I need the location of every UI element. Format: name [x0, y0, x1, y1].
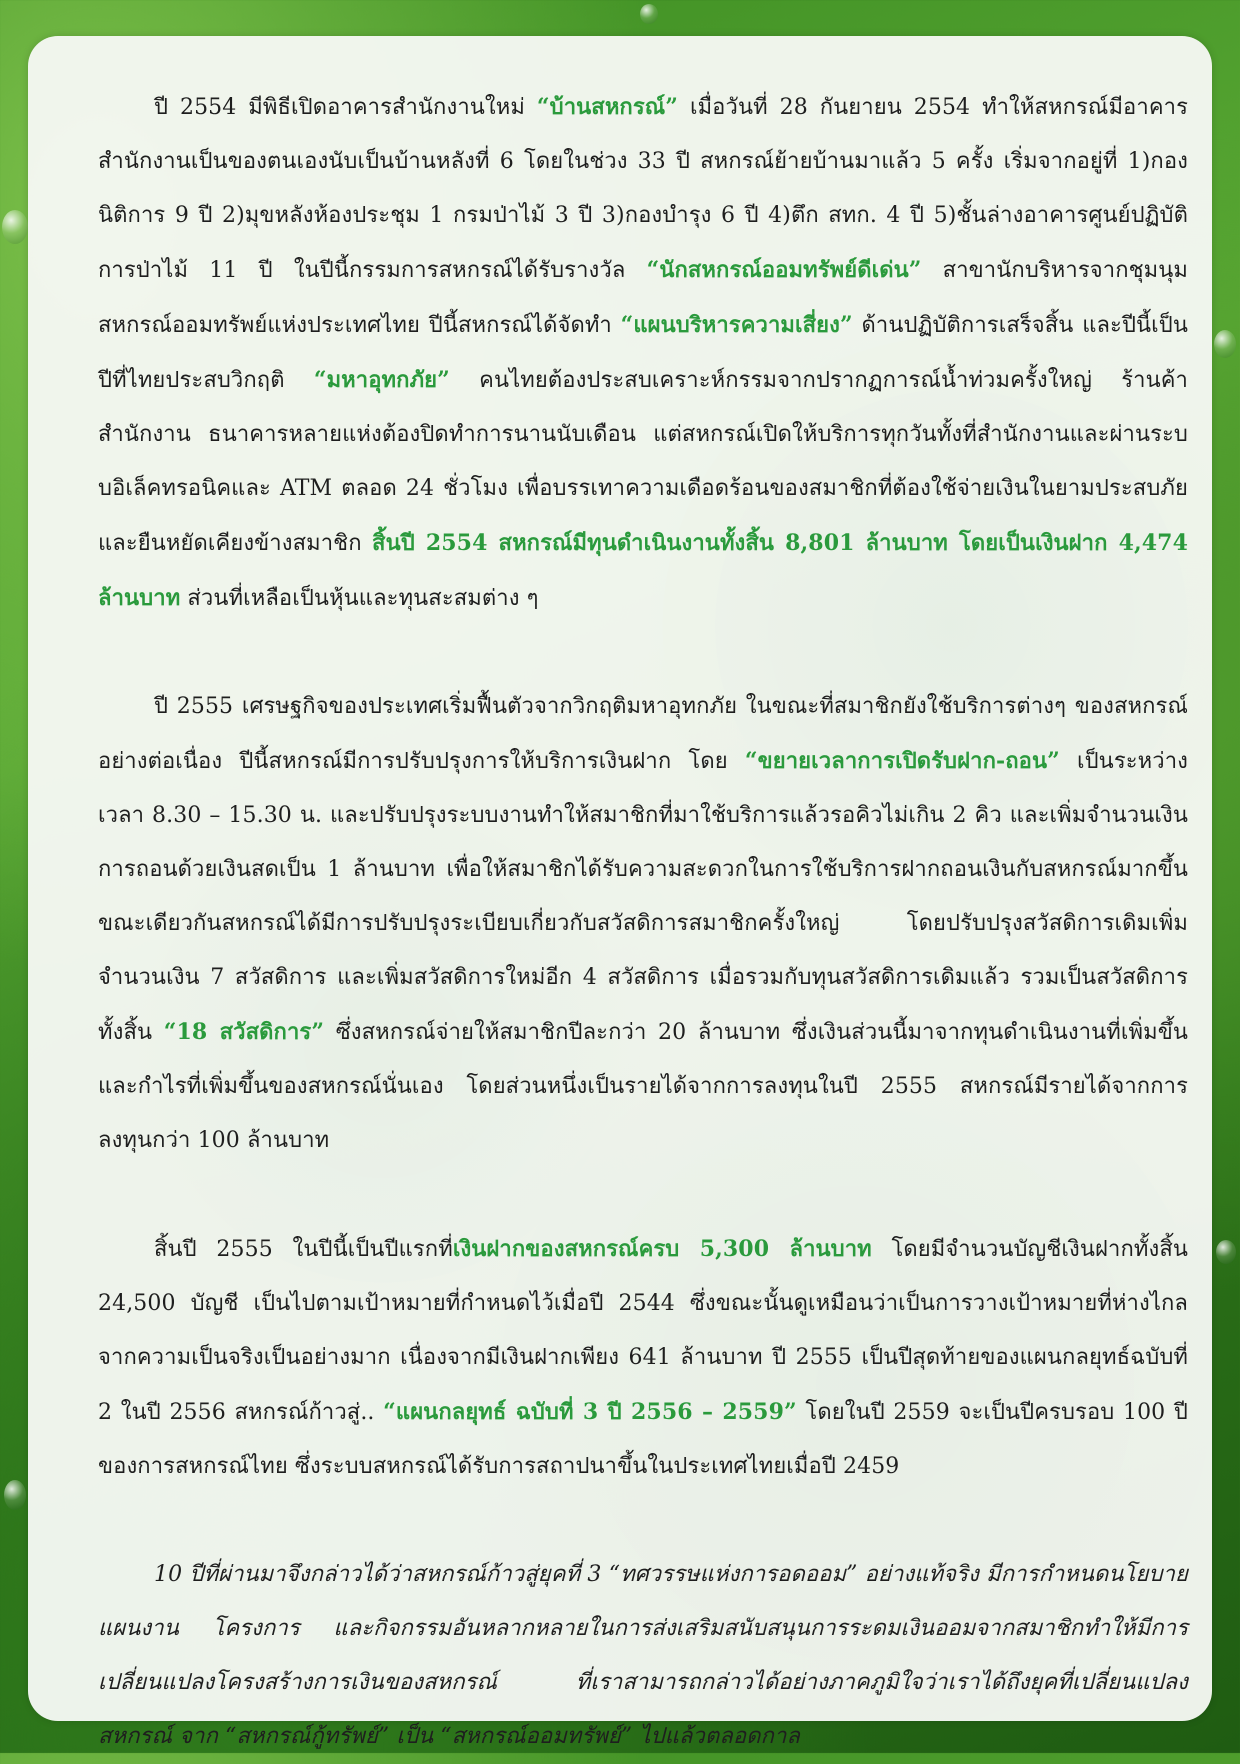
- text-span: สาขานักบริหารจากชุมนุมสหกรณ์ออมทรัพย์แห่งประเทศไทย ปีนี้สหกรณ์ได้จัดทำ: [98, 258, 1189, 338]
- highlight-span: เงินฝากของสหกรณ์ครบ 5,300 ล้านบาท: [452, 1236, 872, 1262]
- highlight-span: “บ้านสหกรณ์”: [536, 94, 679, 120]
- highlight-span: “นักสหกรณ์ออมทรัพย์ดีเด่น”: [646, 257, 922, 283]
- water-drop-decoration: [1216, 1240, 1236, 1264]
- water-drop-decoration: [640, 4, 658, 24]
- paragraph-2554: [98, 80, 1188, 626]
- text-span: ด้านปฏิบัติการเสร็จสิ้น และปีนี้เป็นปีที่ไทยประสบวิกฤติ: [98, 313, 1189, 393]
- water-drop-decoration: [2, 210, 28, 244]
- highlight-span: “18 สวัสดิการ”: [163, 1019, 325, 1045]
- paragraph-summary-italic: [98, 1548, 1188, 1764]
- text-span: ปี 2554 มีพิธีเปิดอาคารสำนักงานใหม่: [154, 95, 537, 120]
- text-span: ส่วนที่เหลือเป็นหุ้นและทุนสะสมต่าง ๆ: [180, 586, 539, 611]
- paragraph-gap: [98, 1494, 1188, 1548]
- highlight-span: “แผนบริหารความเสี่ยง”: [620, 312, 853, 338]
- water-drop-decoration: [4, 1480, 26, 1510]
- highlight-span: “แผนกลยุทธ์ ฉบับที่ 3 ปี 2556 – 2559”: [383, 1399, 797, 1425]
- highlight-span: “ขยายเวลาการเปิดรับฝาก-ถอน”: [744, 748, 1060, 774]
- paragraph-end-2555: [98, 1222, 1188, 1494]
- paragraph-2555: [98, 680, 1188, 1168]
- water-drop-decoration: [1214, 330, 1236, 358]
- highlight-span: สิ้นปี 2554 สหกรณ์มีทุนดำเนินงานทั้งสิ้น 8,801 ล้านบาท โดยเป็นเงินฝาก 4,474 ล้านบาท: [98, 530, 1188, 611]
- highlight-span: “มหาอุทกภัย”: [313, 367, 450, 393]
- text-span: โดยมีจำนวนบัญชีเงินฝากทั้งสิ้น 24,500 บัญชี เป็นไปตามเป้าหมายที่กำหนดไว้เมื่อปี 2544 ซึ่งขณะนั้นดูเหมือนว่าเป็นการวางเป้าหมายที่ห่างไกลจากความเป็นจริงเป็นอย่างมาก เนื่องจากมีเงินฝากเพียง 641 ล้านบาท ปี 2555 เป็นปีสุดท้ายของแผนกลยุทธ์ฉบับที่ 2 ในปี 2556 สหกรณ์ก้าวสู่..: [98, 1237, 1188, 1425]
- article-body: [98, 80, 1188, 1764]
- text-panel: [28, 36, 1212, 1749]
- text-span: 10 ปีที่ผ่านมาจึงกล่าวได้ว่าสหกรณ์ก้าวสู่ยุคที่ 3 “ทศวรรษแห่งการอดออม” อย่างแท้จริง มีการกำหนดนโยบาย แผนงาน โครงการ และกิจกรรมอันหลากหลายในการส่งเสริมสนับสนุนการระดมเงินออมจากสมาชิกทำให้มีการเปลี่ยนแปลงโครงสร้างการเงินของสหกรณ์ ที่เราสามารถกล่าวได้อย่างภาคภูมิใจว่าเราได้ถึงยุคที่เปลี่ยนแปลงสหกรณ์ จาก “สหกรณ์กู้ทรัพย์” เป็น “สหกรณ์ออมทรัพย์” ไปแล้วตลอดกาล: [98, 1562, 1188, 1749]
- text-span: เมื่อวันที่ 28 กันยายน 2554 ทำให้สหกรณ์มีอาคารสำนักงานเป็นของตนเองนับเป็นบ้านหลังที่ 6 โดยในช่วง 33 ปี สหกรณ์ย้ายบ้านมาแล้ว 5 ครั้ง เริ่มจากอยู่ที่ 1)กองนิติการ 9 ปี 2)มุขหลังห้องประชุม 1 กรมป่าไม้ 3 ปี 3)กองบำรุง 6 ปี 4)ตึก สทก. 4 ปี 5)ชั้นล่างอาคารศูนย์ปฏิบัติการป่าไม้ 11 ปี ในปีนี้กรรมการสหกรณ์ได้รับรางวัล: [98, 95, 1188, 283]
- text-span: ซึ่งสหกรณ์จ่ายให้สมาชิกปีละกว่า 20 ล้านบาท ซึ่งเงินส่วนนี้มาจากทุนดำเนินงานที่เพิ่มขึ้นและกำไรที่เพิ่มขึ้นของสหกรณ์นั่นเอง โดยส่วนหนึ่งเป็นรายได้จากการลงทุนในปี 2555 สหกรณ์มีรายได้จากการลงทุนกว่า 100 ล้านบาท: [98, 1020, 1188, 1153]
- paragraph-gap: [98, 1168, 1188, 1222]
- paragraph-gap: [98, 626, 1188, 680]
- text-span: โดยในปี 2559 จะเป็นปีครบรอบ 100 ปีของการสหกรณ์ไทย ซึ่งระบบสหกรณ์ได้รับการสถาปนาขึ้นในประเทศไทยเมื่อปี 2459: [98, 1400, 1188, 1479]
- text-span: ปี 2555 เศรษฐกิจของประเทศเริ่มฟื้นตัวจากวิกฤติมหาอุทกภัย ในขณะที่สมาชิกยังใช้บริการต่างๆ ของสหกรณ์อย่างต่อเนื่อง ปีนี้สหกรณ์มีการปรับปรุงการให้บริการเงินฝาก โดย: [98, 694, 1188, 774]
- text-span: เป็นระหว่างเวลา 8.30 – 15.30 น. และปรับปรุงระบบงานทำให้สมาชิกที่มาใช้บริการแล้วรอคิวไม่เกิน 2 คิว และเพิ่มจำนวนเงินการถอนด้วยเงินสดเป็น 1 ล้านบาท เพื่อให้สมาชิกได้รับความสะดวกในการใช้บริการฝากถอนเงินกับสหกรณ์มากขึ้น ขณะเดียวกันสหกรณ์ได้มีการปรับปรุงระเบียบเกี่ยวกับสวัสดิการสมาชิกครั้งใหญ่ โดยปรับปรุงสวัสดิการเดิมเพิ่มจำนวนเงิน 7 สวัสดิการ และเพิ่มสวัสดิการใหม่อีก 4 สวัสดิการ เมื่อรวมกับทุนสวัสดิการเดิมแล้ว รวมเป็นสวัสดิการทั้งสิ้น: [98, 749, 1189, 1045]
- text-span: คนไทยต้องประสบเคราะห์กรรมจากปรากฏการณ์น้ำท่วมครั้งใหญ่ ร้านค้า สำนักงาน ธนาคารหลายแห่งต้องปิดทำการนานนับเดือน แต่สหกรณ์เปิดให้บริการทุกวันทั้งที่สำนักงานและผ่านระบบอิเล็คทรอนิคและ ATM ตลอด 24 ชั่วโมง เพื่อบรรเทาความเดือดร้อนของสมาชิกที่ต้องใช้จ่ายเงินในยามประสบภัย และยืนหยัดเคียงข้างสมาชิก: [98, 368, 1188, 556]
- text-span: สิ้นปี 2555 ในปีนี้เป็นปีแรกที่: [154, 1237, 453, 1262]
